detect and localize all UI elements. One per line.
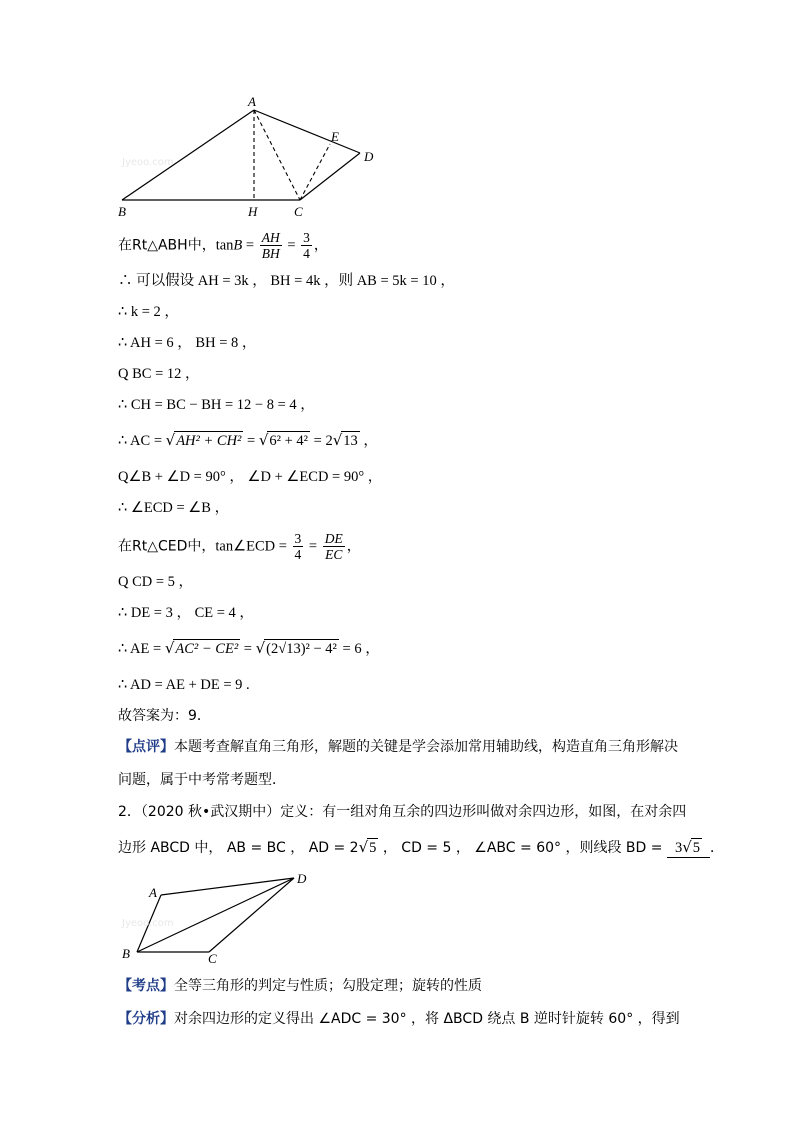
answer-value: 3 [674, 840, 683, 856]
label-c: C [208, 951, 217, 966]
fenxi-text: 对余四边形的定义得出 ∠ADC = 30° ，将 ΔBCD 绕点 B 逆时针旋转 60° ，得到 [174, 1011, 680, 1027]
figure-quadrilateral-abcd [0, 870, 794, 970]
kaodian-line [118, 977, 482, 995]
segment-ab [122, 110, 254, 200]
math: = [283, 237, 300, 254]
step-line-12: ∴ DE = 3 ， CE = 4 ， [118, 605, 254, 621]
step-line-3: ∴ k = 2 ， [118, 304, 179, 320]
segment-cd [209, 878, 294, 952]
fraction-numerator: AH [261, 230, 280, 245]
fraction-denominator: 4 [294, 547, 302, 562]
step-line-8: Q∠B + ∠D = 90° ， ∠D + ∠ECD = 90° ， [118, 469, 383, 485]
math: = [305, 538, 321, 555]
segment-ad [161, 878, 294, 895]
label-c: C [294, 204, 303, 219]
label-a: A [248, 94, 256, 109]
math: ， [359, 433, 378, 449]
comment-text: 本题考查解直角三角形，解题的关键是学会添加常用辅助线，构造直角三角形解决 [174, 739, 678, 755]
radicand: (2√13)² − 4² [266, 641, 337, 657]
answer-line: 故答案为：9． [118, 708, 211, 724]
math: = [243, 433, 259, 449]
math: = 6 ， [338, 641, 380, 657]
text: ． [710, 840, 724, 856]
text: ， [346, 538, 361, 555]
fraction-3-4 [301, 230, 312, 261]
step-line-2: ∴ 可以假设 AH = 3k ， BH = 4k ，则 AB = 5k = 10 ， [118, 273, 455, 289]
segment-cd [300, 153, 360, 200]
fenxi-tag: 【分析】 [118, 1011, 174, 1027]
problem-text: 定义：有一组对角互余的四边形叫做对余四边形，如图，在对余四 [280, 804, 687, 820]
problem-2-line-1 [118, 803, 686, 821]
label-h: H [248, 204, 258, 219]
math: B [233, 237, 243, 254]
radical-sign: √ [258, 431, 269, 449]
fraction-numerator: 3 [294, 531, 302, 546]
fraction-denominator: 4 [303, 246, 310, 261]
figure-triangle-abcd [0, 0, 794, 230]
radicand: AC² − CE² [175, 641, 239, 657]
radicand: 6² + 4² [269, 433, 309, 449]
fraction-3-4 [293, 531, 304, 562]
radicand: 5 [692, 840, 700, 856]
radical-sign: √ [682, 838, 692, 856]
step-line-6: ∴ CH = BC − BH = 12 − 8 = 4 ， [118, 397, 315, 413]
radicand: AH² + CH² [176, 433, 242, 449]
comment-line-2: 问题，属于中考常考题型． [118, 772, 286, 788]
segment-bd [137, 878, 294, 952]
math: ∴ AE = [118, 641, 165, 657]
step-line-1 [118, 230, 328, 261]
step-line-11: Q CD = 5 ， [118, 574, 194, 590]
step-line-7 [118, 431, 378, 450]
step-line-4: ∴ AH = 6 ， BH = 8 ， [118, 335, 257, 351]
segment-ac-dashed [254, 110, 300, 200]
radicand: 5 [369, 840, 377, 856]
problem-text: ， CD = 5 ， ∠ABC = 60° ，则线段 BD = [378, 840, 667, 856]
step-line-14: ∴ AD = AE + DE = 9 . [118, 677, 250, 693]
watermark-1: Jyeoo.com [122, 157, 174, 168]
step-line-9: ∴ ∠ECD = ∠B ， [118, 500, 230, 516]
problem-text: 边形 ABCD 中， AB = BC ， AD = 2 [118, 840, 359, 856]
segment-ad [254, 110, 360, 153]
problem-2-line-2 [118, 838, 724, 858]
comment-line-1 [118, 738, 678, 756]
label-d: D [297, 871, 307, 886]
math: ∴ AC = [118, 433, 166, 449]
problem-number: 2． [118, 804, 141, 820]
radical-sign: √ [164, 639, 175, 657]
problem-source: （2020 秋•武汉期中） [140, 804, 281, 820]
radicand: 13 [343, 433, 358, 449]
kaodian-text: 全等三角形的判定与性质；勾股定理；旋转的性质 [174, 978, 482, 994]
math: tan [215, 237, 234, 254]
answer-blank [667, 838, 710, 858]
fraction-denominator: EC [325, 547, 343, 562]
math: = [240, 641, 256, 657]
radical-sign: √ [165, 431, 176, 449]
label-d: D [364, 149, 374, 164]
fraction-numerator: 3 [303, 230, 310, 245]
step-line-13 [118, 639, 380, 658]
label-b: B [118, 204, 126, 219]
radical-sign: √ [255, 639, 266, 657]
radical-sign: √ [358, 838, 369, 856]
math: tan∠ECD = [215, 538, 291, 555]
fraction-de-ec [323, 531, 345, 562]
segment-ce-dashed [300, 144, 330, 200]
step-line-5: Q BC = 12 ， [118, 366, 200, 382]
kaodian-tag: 【考点】 [118, 978, 174, 994]
label-a: A [149, 885, 157, 900]
label-b: B [122, 946, 130, 961]
fenxi-line [118, 1010, 680, 1028]
step-line-10 [118, 531, 361, 562]
fraction-ah-bh [260, 230, 282, 261]
radical-sign: √ [332, 431, 343, 449]
math: = 2 [310, 433, 333, 449]
comment-tag: 【点评】 [118, 739, 174, 755]
label-e: E [331, 129, 339, 144]
watermark-2: Jyeoo.com [122, 918, 174, 929]
text: ， [313, 237, 328, 254]
text: 在Rt△CED中， [118, 538, 216, 555]
text: 在Rt△ABH中， [118, 237, 216, 254]
math: = [242, 237, 258, 254]
fraction-denominator: BH [261, 246, 280, 261]
fraction-numerator: DE [324, 531, 343, 546]
